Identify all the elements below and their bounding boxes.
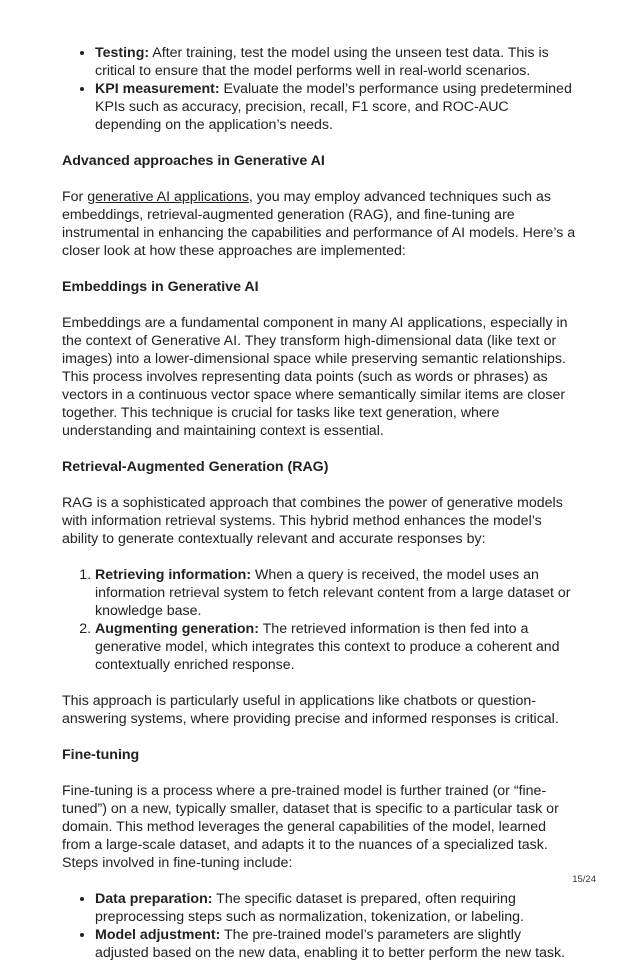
list-item [95,566,577,620]
list-item-text: The specific dataset is prepared, often requiring preprocessing steps such as normalization, tokenization, or labeling. [95,891,525,925]
list-item-text: The retrieved information is then fed into a generative model, which integrates this context to produce a coherent and contextually enriched response. [95,621,560,673]
rag-steps-list [62,566,577,674]
list-item-term: Model adjustment: [95,927,221,943]
generative-ai-applications-link[interactable]: generative AI applications [87,189,249,205]
list-item-term: Retrieving information: [95,567,252,583]
list-item [95,890,577,926]
section-heading-finetuning: Fine-tuning [62,747,140,763]
evaluation-steps-list [62,44,577,134]
list-item-term: Testing: [95,45,150,61]
list-item [95,620,577,674]
rag-closing-paragraph: This approach is particularly useful in applications like chatbots or question-answering systems, where providing precise and informed responses is critical. [62,693,559,727]
advanced-intro-paragraph [62,188,577,260]
list-item [95,926,577,962]
list-item [95,44,577,80]
list-item-text: After training, test the model using the unseen test data. This is critical to ensure that the model performs well in real-world scenarios. [95,45,549,79]
intro-prefix: For [62,189,88,205]
list-item-term: KPI measurement: [95,81,220,97]
list-item-text: Evaluate the model’s performance using predetermined KPIs such as accuracy, precision, recall, F1 score, and ROC-AUC depending on the application’s needs. [95,81,572,133]
list-item-text: The pre-trained model’s parameters are slightly adjusted based on the new data, enabling it to better perform the new task. [95,927,566,961]
finetuning-paragraph: Fine-tuning is a process where a pre-trained model is further trained (or “fine-tuned”) on a new, typically smaller, dataset that is specific to a particular task or domain. This method leverages the general capabilities of the model, learned from a large-scale dataset, and adapts it to the nuances of a specialized task. Steps involved in fine-tuning include: [62,783,559,871]
embeddings-paragraph: Embeddings are a fundamental component in many AI applications, especially in the context of Generative AI. They transform high-dimensional data (like text or images) into a lower-dimensional space while preserving semantic relationships. This process involves representing data points (such as words or phrases) as vectors in a continuous vector space where semantically similar items are closer together. This technique is crucial for tasks like text generation, where understanding and maintaining context is essential. [62,315,568,439]
section-heading-advanced: Advanced approaches in Generative AI [62,153,325,169]
list-item-term: Data preparation: [95,891,213,907]
list-item-text: When a query is received, the model uses an information retrieval system to fetch relevant content from a large dataset or knowledge base. [95,567,571,619]
list-item-term: Augmenting generation: [95,621,259,637]
finetuning-steps-list [62,890,577,962]
page-number: 15/24 [572,874,596,885]
section-heading-embeddings: Embeddings in Generative AI [62,279,259,295]
rag-paragraph: RAG is a sophisticated approach that combines the power of generative models with information retrieval systems. This hybrid method enhances the model’s ability to generate contextually relevant and accurate responses by: [62,495,563,547]
intro-suffix: , you may employ advanced techniques such as embeddings, retrieval-augmented generation (RAG), and fine-tuning are instrumental in enhancing the capabilities and performance of AI models. Here’s a closer look at how these approaches are implemented: [62,189,576,259]
section-heading-rag: Retrieval-Augmented Generation (RAG) [62,459,329,475]
document-page [62,44,577,980]
list-item [95,80,577,134]
